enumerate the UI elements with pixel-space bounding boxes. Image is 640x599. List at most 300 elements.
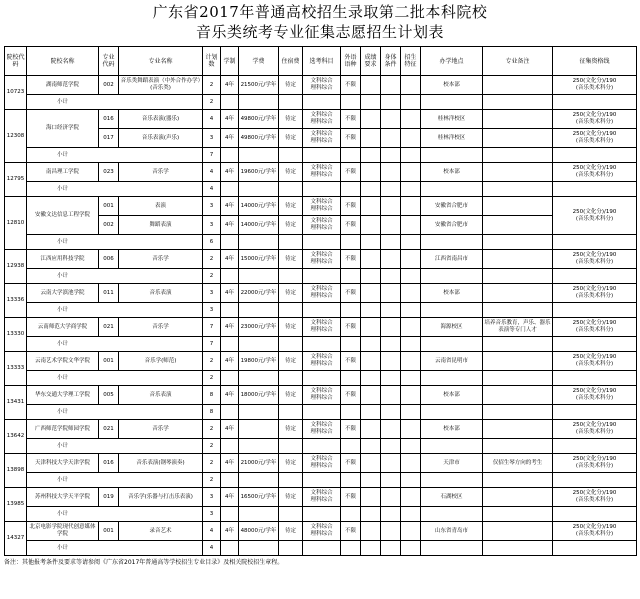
empty-cell: [279, 148, 303, 163]
empty-cell: [361, 182, 381, 197]
major-code-cell: 021: [99, 420, 119, 439]
qual-line-cell: 250(文化分)/190 (音乐类术科分): [553, 488, 637, 507]
empty-cell: [553, 473, 637, 488]
remark-cell: [483, 216, 553, 235]
empty-cell: [303, 337, 341, 352]
table-row: [5, 110, 637, 129]
plan-cell: 8: [203, 386, 221, 405]
empty-cell: [279, 269, 303, 284]
plan-cell: 2: [203, 250, 221, 269]
remark-cell: [483, 197, 553, 216]
subtotal-label-cell: 小计: [27, 337, 203, 352]
fee-cell: 14000元/学年: [239, 216, 279, 235]
empty-cell: [381, 541, 401, 556]
empty-cell: [341, 405, 361, 420]
empty-cell: [239, 235, 279, 250]
subtotal-value-cell: 7: [203, 337, 221, 352]
major-name-cell: 音乐表演(器乐): [119, 110, 203, 129]
plan-cell: 2: [203, 420, 221, 439]
school-name-cell: 安徽文达信息工程学院: [27, 197, 99, 235]
major-name-cell: 舞蹈表演: [119, 216, 203, 235]
major-name-cell: 音乐表演(钢琴演奏): [119, 454, 203, 473]
remark-cell: [483, 284, 553, 303]
qual-line-cell: 250(文化分)/190 (音乐类术科分): [553, 110, 637, 129]
foreign-cell: 不限: [341, 352, 361, 371]
empty-cell: [381, 371, 401, 386]
school-code-cell: 13336: [5, 284, 27, 318]
empty-cell: [239, 405, 279, 420]
remark-cell: [483, 110, 553, 129]
empty-cell: [221, 473, 239, 488]
table-row: [5, 284, 637, 303]
campus-cell: 山东省青岛市: [421, 522, 483, 541]
foreign-cell: 不限: [341, 197, 361, 216]
empty-cell: [553, 235, 637, 250]
school-code-cell: 10723: [5, 76, 27, 110]
lodging-cell: 待定: [279, 420, 303, 439]
fee-cell: 49800元/学年: [239, 110, 279, 129]
empty-cell: [361, 235, 381, 250]
campus-cell: 安徽省合肥市: [421, 216, 483, 235]
major-code-cell: 023: [99, 163, 119, 182]
empty-cell: [239, 507, 279, 522]
foreign-cell: 不限: [341, 454, 361, 473]
subtotal-row: [5, 303, 637, 318]
body-req-cell: [381, 352, 401, 371]
subtotal-label-cell: 小计: [27, 439, 203, 454]
major-name-cell: 音乐学(乐器与打击乐表演): [119, 488, 203, 507]
header-foreign: 外语语种: [341, 47, 361, 76]
empty-cell: [421, 182, 483, 197]
subjects-cell: 文科综合 理科综合: [303, 129, 341, 148]
school-name-cell: 北京电影学院现代创意媒体学院: [27, 522, 99, 541]
campus-cell: 海源校区: [421, 318, 483, 337]
empty-cell: [421, 148, 483, 163]
empty-cell: [401, 235, 421, 250]
empty-cell: [401, 405, 421, 420]
subjects-cell: 文科综合 理科综合: [303, 110, 341, 129]
years-cell: 4年: [221, 284, 239, 303]
school-feature-cell: [401, 522, 421, 541]
plan-cell: 4: [203, 522, 221, 541]
empty-cell: [553, 507, 637, 522]
empty-cell: [421, 303, 483, 318]
header-major-code: 专业代码: [99, 47, 119, 76]
empty-cell: [553, 371, 637, 386]
empty-cell: [221, 337, 239, 352]
major-code-cell: 016: [99, 110, 119, 129]
school-name-cell: 海口经济学院: [27, 110, 99, 148]
school-name-cell: 苏州科技大学天平学院: [27, 488, 99, 507]
header-major-name: 专业名称: [119, 47, 203, 76]
school-feature-cell: [401, 454, 421, 473]
empty-cell: [361, 473, 381, 488]
empty-cell: [381, 95, 401, 110]
plan-cell: 2: [203, 352, 221, 371]
header-code: 院校代码: [5, 47, 27, 76]
school-feature-cell: [401, 163, 421, 182]
qual-line-cell: 250(文化分)/190 (音乐类术科分): [553, 163, 637, 182]
empty-cell: [303, 95, 341, 110]
empty-cell: [483, 405, 553, 420]
school-feature-cell: [401, 216, 421, 235]
plan-cell: 4: [203, 163, 221, 182]
empty-cell: [421, 405, 483, 420]
empty-cell: [279, 182, 303, 197]
major-name-cell: 音乐学: [119, 250, 203, 269]
empty-cell: [421, 541, 483, 556]
plan-table: [4, 46, 637, 556]
lodging-cell: 待定: [279, 488, 303, 507]
years-cell: 4年: [221, 250, 239, 269]
empty-cell: [279, 439, 303, 454]
remark-cell: 仅招生琴方向的考生: [483, 454, 553, 473]
empty-cell: [279, 371, 303, 386]
empty-cell: [279, 235, 303, 250]
empty-cell: [361, 337, 381, 352]
empty-cell: [421, 269, 483, 284]
subtotal-label-cell: 小计: [27, 473, 203, 488]
empty-cell: [341, 371, 361, 386]
table-row: [5, 318, 637, 337]
empty-cell: [239, 303, 279, 318]
empty-cell: [279, 473, 303, 488]
empty-cell: [239, 473, 279, 488]
subtotal-label-cell: 小计: [27, 405, 203, 420]
empty-cell: [361, 371, 381, 386]
subtotal-value-cell: 7: [203, 148, 221, 163]
empty-cell: [401, 95, 421, 110]
foreign-cell: 不限: [341, 250, 361, 269]
subjects-cell: 文科综合 理科综合: [303, 488, 341, 507]
empty-cell: [381, 182, 401, 197]
subtotal-label-cell: 小计: [27, 148, 203, 163]
foreign-cell: 不限: [341, 216, 361, 235]
school-code-cell: 13431: [5, 386, 27, 420]
plan-cell: 2: [203, 454, 221, 473]
empty-cell: [303, 405, 341, 420]
subtotal-row: [5, 439, 637, 454]
empty-cell: [341, 473, 361, 488]
major-name-cell: 音乐类舞蹈表演（中外合作办学）(音乐类): [119, 76, 203, 95]
lodging-cell: 待定: [279, 76, 303, 95]
school-code-cell: 13330: [5, 318, 27, 352]
table-row: [5, 352, 637, 371]
school-name-cell: 云南艺术学院文华学院: [27, 352, 99, 371]
qual-line-cell: 250(文化分)/190 (音乐类术科分): [553, 284, 637, 303]
years-cell: 4年: [221, 163, 239, 182]
empty-cell: [421, 95, 483, 110]
lodging-cell: 待定: [279, 163, 303, 182]
subtotal-value-cell: 3: [203, 507, 221, 522]
empty-cell: [239, 182, 279, 197]
subtotal-label-cell: 小计: [27, 303, 203, 318]
empty-cell: [341, 439, 361, 454]
foreign-cell: 不限: [341, 129, 361, 148]
campus-cell: 校本部: [421, 76, 483, 95]
table-row: [5, 163, 637, 182]
subjects-cell: 文科综合 理科综合: [303, 284, 341, 303]
subtotal-value-cell: 2: [203, 439, 221, 454]
plan-cell: 7: [203, 318, 221, 337]
lodging-cell: 待定: [279, 250, 303, 269]
body-req-cell: [381, 76, 401, 95]
empty-cell: [381, 337, 401, 352]
score-req-cell: [361, 250, 381, 269]
school-feature-cell: [401, 386, 421, 405]
foreign-cell: 不限: [341, 110, 361, 129]
empty-cell: [303, 439, 341, 454]
major-code-cell: 021: [99, 318, 119, 337]
major-code-cell: 016: [99, 454, 119, 473]
empty-cell: [221, 507, 239, 522]
empty-cell: [361, 95, 381, 110]
fee-cell: 19600元/学年: [239, 163, 279, 182]
campus-cell: 校本部: [421, 420, 483, 439]
empty-cell: [401, 148, 421, 163]
empty-cell: [239, 439, 279, 454]
qual-line-cell: 250(文化分)/190 (音乐类术科分): [553, 129, 637, 148]
lodging-cell: 待定: [279, 129, 303, 148]
empty-cell: [483, 337, 553, 352]
score-req-cell: [361, 522, 381, 541]
fee-cell: 49800元/学年: [239, 129, 279, 148]
years-cell: 4年: [221, 129, 239, 148]
lodging-cell: 待定: [279, 386, 303, 405]
score-req-cell: [361, 216, 381, 235]
major-code-cell: 002: [99, 76, 119, 95]
body-req-cell: [381, 216, 401, 235]
subjects-cell: 文科综合 理科综合: [303, 454, 341, 473]
empty-cell: [401, 182, 421, 197]
subtotal-row: [5, 182, 637, 197]
empty-cell: [421, 473, 483, 488]
lodging-cell: 待定: [279, 318, 303, 337]
fee-cell: 16500元/学年: [239, 488, 279, 507]
school-feature-cell: [401, 284, 421, 303]
school-name-cell: 天津科技大学天津学院: [27, 454, 99, 473]
score-req-cell: [361, 386, 381, 405]
school-feature-cell: [401, 318, 421, 337]
score-req-cell: [361, 110, 381, 129]
empty-cell: [279, 405, 303, 420]
plan-cell: 3: [203, 488, 221, 507]
years-cell: 4年: [221, 110, 239, 129]
remark-cell: [483, 163, 553, 182]
empty-cell: [239, 95, 279, 110]
school-feature-cell: [401, 488, 421, 507]
empty-cell: [279, 541, 303, 556]
fee-cell: 19800元/学年: [239, 352, 279, 371]
school-feature-cell: [401, 197, 421, 216]
header-qual-line: 征集资格线: [553, 47, 637, 76]
table-row: [5, 522, 637, 541]
empty-cell: [361, 439, 381, 454]
empty-cell: [221, 235, 239, 250]
header-years: 学制: [221, 47, 239, 76]
body-req-cell: [381, 420, 401, 439]
header-subjects: 选考科目: [303, 47, 341, 76]
plan-cell: 2: [203, 76, 221, 95]
header-body-req: 身体条件: [381, 47, 401, 76]
empty-cell: [279, 337, 303, 352]
fee-cell: 18000元/学年: [239, 386, 279, 405]
body-req-cell: [381, 163, 401, 182]
empty-cell: [553, 182, 637, 197]
empty-cell: [421, 507, 483, 522]
subjects-cell: 文科综合 理科综合: [303, 250, 341, 269]
school-name-cell: 云南大学滇池学院: [27, 284, 99, 303]
score-req-cell: [361, 420, 381, 439]
empty-cell: [401, 269, 421, 284]
empty-cell: [483, 269, 553, 284]
fee-cell: 15000元/学年: [239, 250, 279, 269]
table-row: [5, 420, 637, 439]
foreign-cell: 不限: [341, 284, 361, 303]
table-row: [5, 129, 637, 148]
empty-cell: [553, 439, 637, 454]
empty-cell: [341, 148, 361, 163]
years-cell: 4年: [221, 454, 239, 473]
plan-cell: 3: [203, 197, 221, 216]
empty-cell: [341, 337, 361, 352]
subtotal-value-cell: 2: [203, 95, 221, 110]
empty-cell: [483, 148, 553, 163]
school-code-cell: 13642: [5, 420, 27, 454]
empty-cell: [239, 541, 279, 556]
fee-cell: 21500元/学年: [239, 76, 279, 95]
empty-cell: [341, 235, 361, 250]
footnote: 备注：其他报考条件及要求等请参阅《广东省2017年普通高等学校招生专业目录》及相关院校招生章程。: [4, 559, 284, 566]
campus-cell: 天津市: [421, 454, 483, 473]
empty-cell: [381, 303, 401, 318]
major-name-cell: 音乐表演: [119, 386, 203, 405]
empty-cell: [421, 235, 483, 250]
empty-cell: [553, 303, 637, 318]
empty-cell: [483, 439, 553, 454]
body-req-cell: [381, 110, 401, 129]
body-req-cell: [381, 386, 401, 405]
lodging-cell: 待定: [279, 216, 303, 235]
subtotal-label-cell: 小计: [27, 371, 203, 386]
body-req-cell: [381, 454, 401, 473]
remark-cell: [483, 250, 553, 269]
school-feature-cell: [401, 250, 421, 269]
body-req-cell: [381, 284, 401, 303]
subtotal-row: [5, 95, 637, 110]
subtotal-label-cell: 小计: [27, 541, 203, 556]
table-row: [5, 386, 637, 405]
school-code-cell: 12795: [5, 163, 27, 197]
subjects-cell: 文科综合 理科综合: [303, 76, 341, 95]
school-name-cell: 湖南师范学院: [27, 76, 99, 95]
foreign-cell: 不限: [341, 420, 361, 439]
empty-cell: [303, 303, 341, 318]
score-req-cell: [361, 197, 381, 216]
remark-cell: [483, 129, 553, 148]
years-cell: 4年: [221, 420, 239, 439]
empty-cell: [303, 507, 341, 522]
major-code-cell: 001: [99, 352, 119, 371]
subtotal-label-cell: 小计: [27, 182, 203, 197]
lodging-cell: 待定: [279, 522, 303, 541]
table-row: [5, 197, 637, 216]
lodging-cell: 待定: [279, 284, 303, 303]
major-name-cell: 音乐学: [119, 163, 203, 182]
empty-cell: [401, 473, 421, 488]
qual-line-cell: 250(文化分)/190 (音乐类术科分): [553, 454, 637, 473]
qual-line-cell: 250(文化分)/190 (音乐类术科分): [553, 250, 637, 269]
empty-cell: [221, 541, 239, 556]
subtotal-row: [5, 148, 637, 163]
subtotal-label-cell: 小计: [27, 507, 203, 522]
empty-cell: [361, 269, 381, 284]
major-name-cell: 音乐学(师范): [119, 352, 203, 371]
campus-cell: 桂林洋校区: [421, 110, 483, 129]
subtotal-row: [5, 507, 637, 522]
empty-cell: [381, 507, 401, 522]
empty-cell: [221, 405, 239, 420]
lodging-cell: 待定: [279, 454, 303, 473]
body-req-cell: [381, 129, 401, 148]
campus-cell: 江西省南昌市: [421, 250, 483, 269]
header-school-feature: 招生特征: [401, 47, 421, 76]
table-row: [5, 250, 637, 269]
header-campus: 办学地点: [421, 47, 483, 76]
years-cell: 4年: [221, 197, 239, 216]
subtotal-label-cell: 小计: [27, 95, 203, 110]
fee-cell: 21000元/学年: [239, 454, 279, 473]
subtotal-value-cell: 2: [203, 473, 221, 488]
school-code-cell: 13898: [5, 454, 27, 488]
school-code-cell: 12810: [5, 197, 27, 250]
empty-cell: [303, 235, 341, 250]
school-name-cell: 华东交通大学理工学院: [27, 386, 99, 405]
header-lodging: 住宿费: [279, 47, 303, 76]
empty-cell: [421, 337, 483, 352]
empty-cell: [361, 541, 381, 556]
subtotal-label-cell: 小计: [27, 235, 203, 250]
empty-cell: [341, 303, 361, 318]
campus-cell: 云南省昆明市: [421, 352, 483, 371]
foreign-cell: 不限: [341, 163, 361, 182]
years-cell: 4年: [221, 318, 239, 337]
empty-cell: [421, 371, 483, 386]
remark-cell: [483, 522, 553, 541]
empty-cell: [381, 405, 401, 420]
empty-cell: [483, 235, 553, 250]
empty-cell: [401, 371, 421, 386]
empty-cell: [401, 303, 421, 318]
major-name-cell: 表演: [119, 197, 203, 216]
years-cell: 4年: [221, 352, 239, 371]
subtotal-row: [5, 269, 637, 284]
empty-cell: [483, 95, 553, 110]
page-title-line2: 音乐类统考专业征集志愿招生计划表: [195, 23, 444, 41]
school-feature-cell: [401, 352, 421, 371]
empty-cell: [553, 269, 637, 284]
subjects-cell: 文科综合 理科综合: [303, 197, 341, 216]
subtotal-value-cell: 8: [203, 405, 221, 420]
subtotal-value-cell: 4: [203, 541, 221, 556]
empty-cell: [221, 303, 239, 318]
subtotal-row: [5, 405, 637, 420]
empty-cell: [341, 95, 361, 110]
subjects-cell: 文科综合 理科综合: [303, 163, 341, 182]
major-name-cell: 录音艺术: [119, 522, 203, 541]
empty-cell: [401, 439, 421, 454]
empty-cell: [221, 439, 239, 454]
